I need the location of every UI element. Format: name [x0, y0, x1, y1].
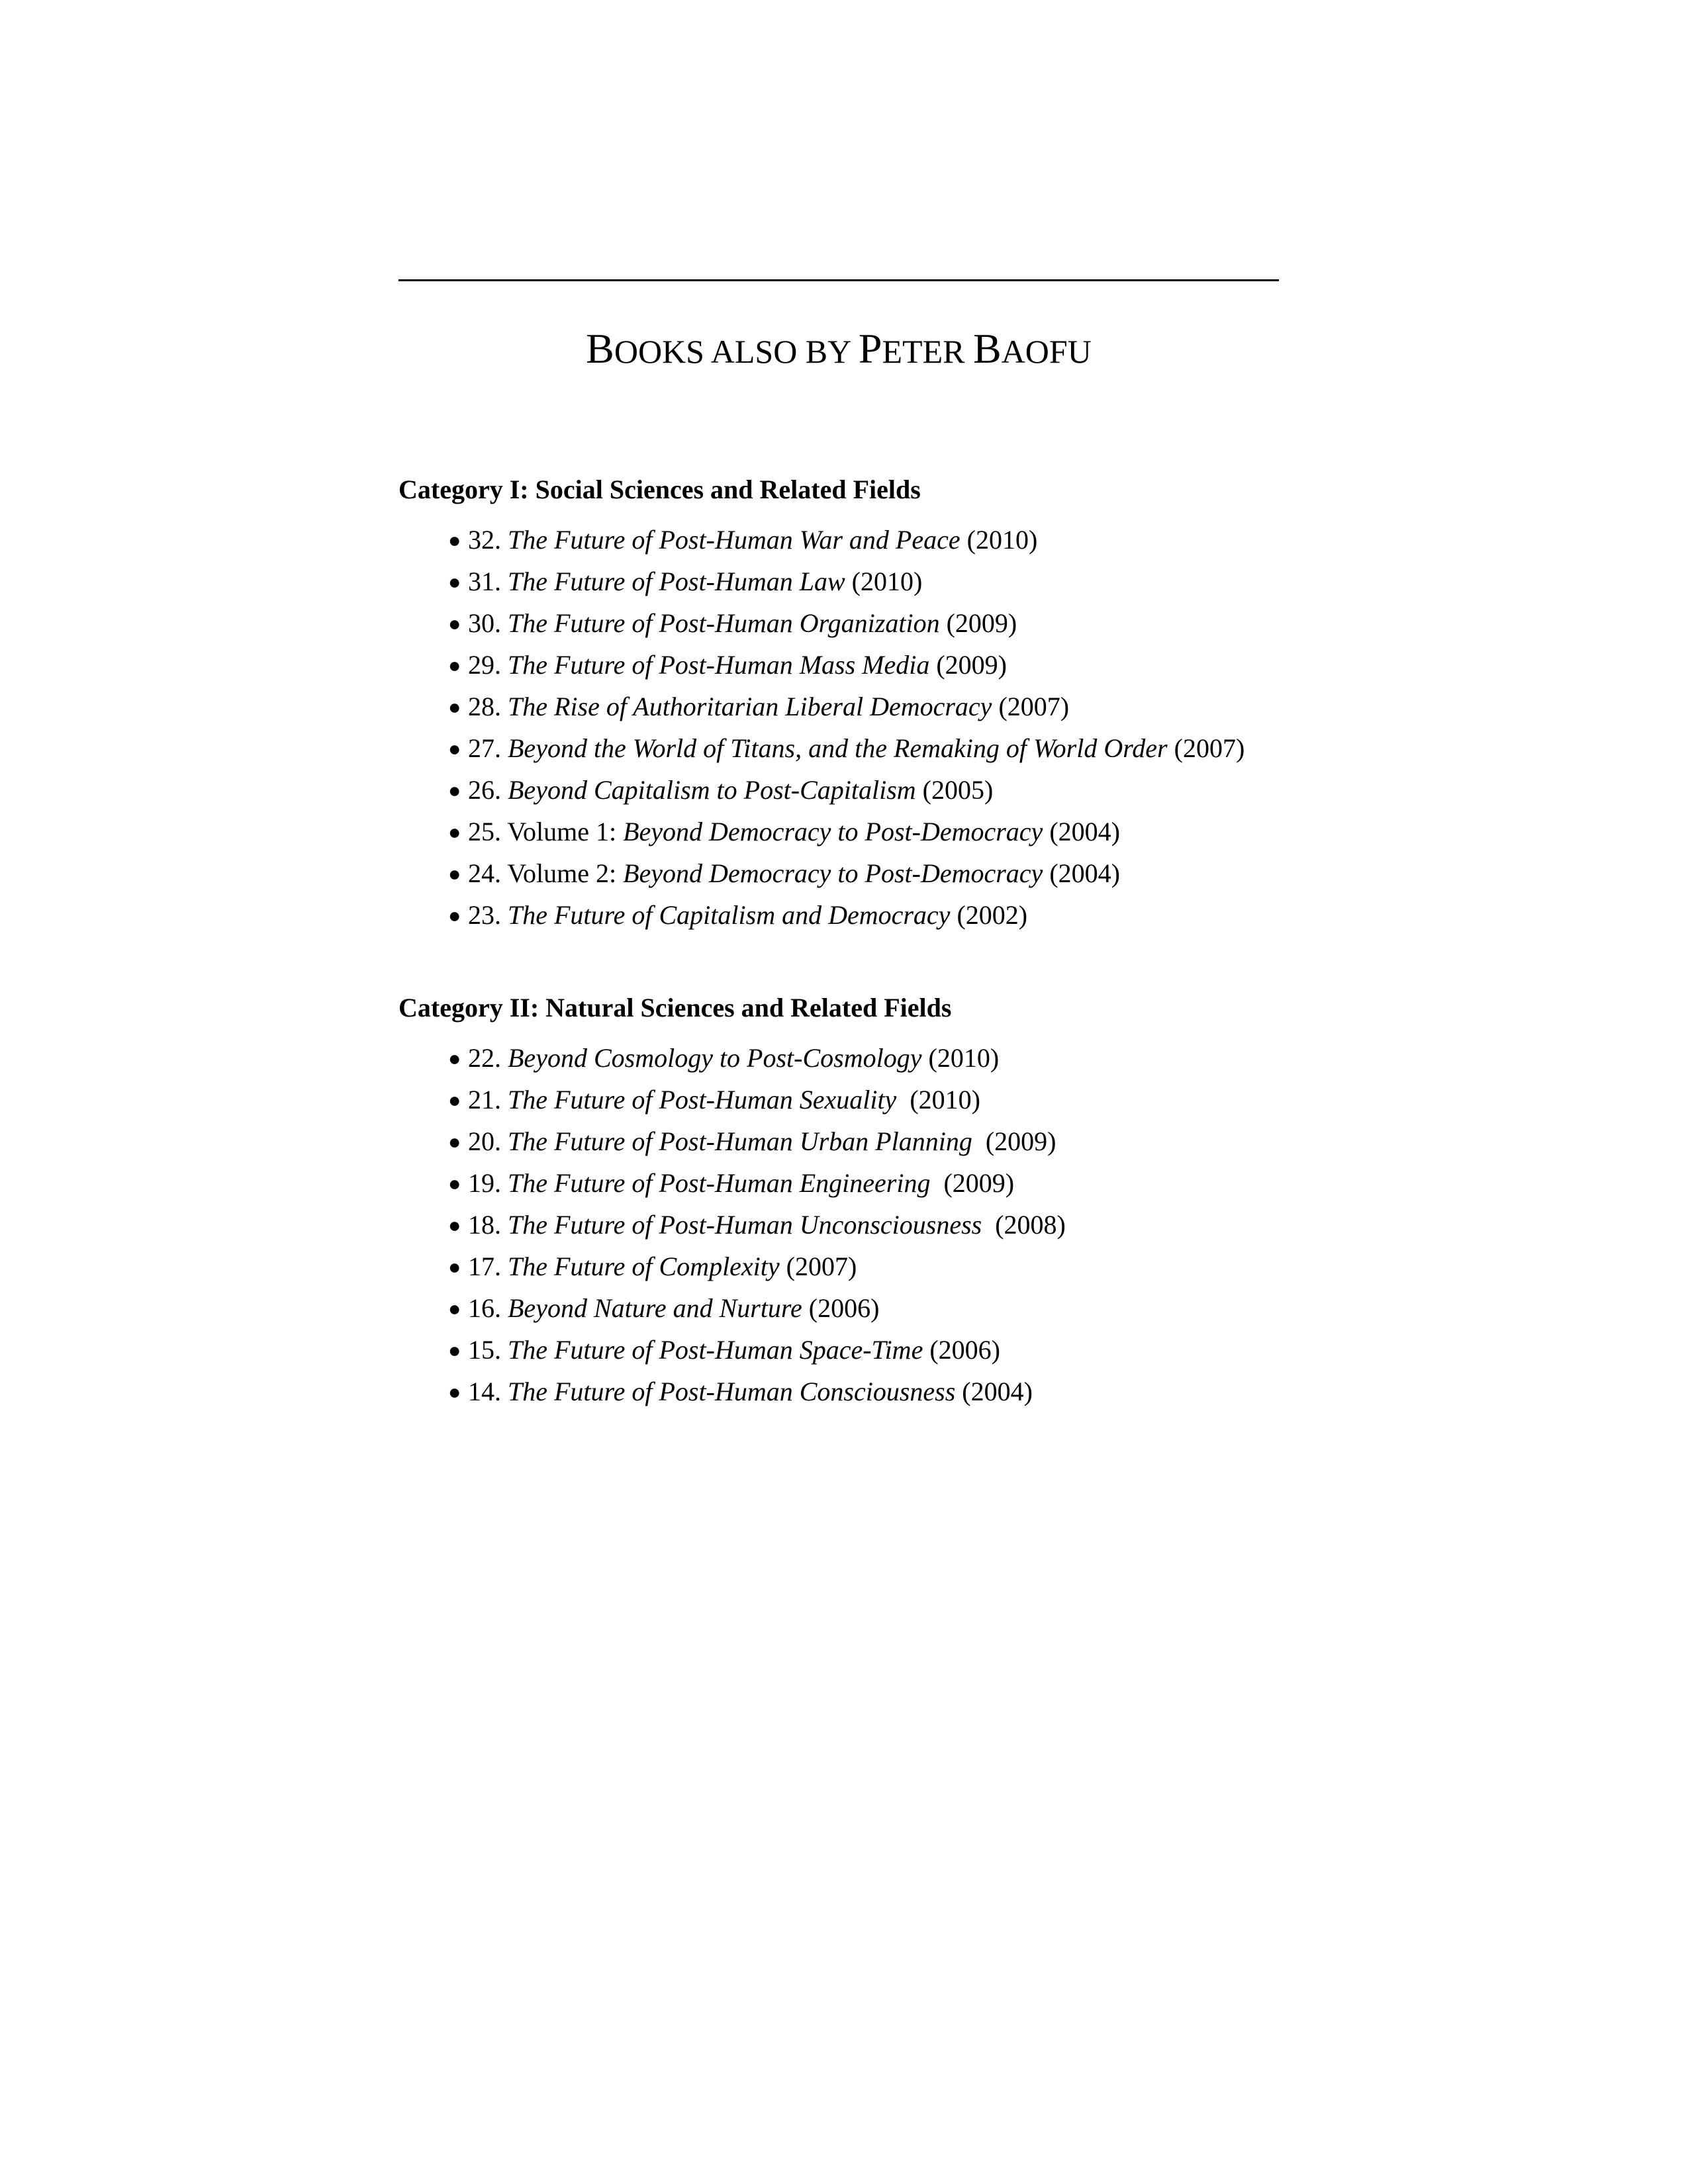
- book-title: The Future of Post-Human Consciousness: [508, 1377, 956, 1406]
- bullet-icon: ●: [448, 1213, 461, 1237]
- book-year: (2004): [1049, 817, 1120, 846]
- book-number: 30.: [468, 608, 501, 638]
- bullet-icon: ●: [448, 778, 461, 802]
- bullet-icon: ●: [448, 1380, 461, 1404]
- book-list-item: [448, 727, 1391, 769]
- book-number: 20.: [468, 1126, 501, 1156]
- book-list-item: [448, 1371, 1391, 1412]
- book-year: (2006): [808, 1293, 880, 1323]
- book-title: The Future of Post-Human War and Peace: [508, 525, 961, 555]
- title-part: ETER: [882, 333, 973, 370]
- bullet-icon: ●: [448, 1171, 461, 1195]
- book-title: The Future of Capitalism and Democracy: [508, 900, 951, 930]
- bullet-icon: ●: [448, 1338, 461, 1362]
- book-number: 29.: [468, 650, 501, 680]
- book-number: 21.: [468, 1085, 501, 1115]
- book-year: (2005): [922, 775, 994, 805]
- book-number: 25.: [468, 817, 501, 846]
- book-number: 14.: [468, 1377, 501, 1406]
- book-list-item: [448, 852, 1391, 894]
- book-number: 19.: [468, 1168, 501, 1198]
- book-list-item: [448, 561, 1391, 602]
- book-year: (2010): [928, 1043, 1000, 1073]
- book-year: (2009): [936, 650, 1007, 680]
- book-title: The Future of Post-Human Space-Time: [508, 1335, 923, 1365]
- book-year: (2007): [998, 692, 1070, 721]
- title-part: AOFU: [1001, 333, 1092, 370]
- bullet-icon: ●: [448, 1046, 461, 1070]
- book-year: (2009): [946, 608, 1017, 638]
- book-list-item: [448, 769, 1391, 811]
- book-title: Beyond Democracy to Post-Democracy: [623, 858, 1043, 888]
- title-part: OOKS ALSO BY: [614, 333, 859, 370]
- bullet-icon: ●: [448, 1130, 461, 1154]
- book-year: (2004): [962, 1377, 1033, 1406]
- book-title: Beyond Democracy to Post-Democracy: [623, 817, 1043, 846]
- book-title: Beyond Capitalism to Post-Capitalism: [508, 775, 916, 805]
- book-year: (2009): [937, 1168, 1015, 1198]
- book-year: (2010): [966, 525, 1038, 555]
- book-list-item: [448, 1204, 1391, 1246]
- book-title: The Rise of Authoritarian Liberal Democracy: [508, 692, 992, 721]
- book-title: The Future of Post-Human Law: [508, 567, 845, 596]
- book-year: (2009): [978, 1126, 1056, 1156]
- book-year: (2002): [957, 900, 1028, 930]
- book-title: The Future of Post-Human Engineering: [508, 1168, 931, 1198]
- book-volume-prefix: Volume 1:: [507, 817, 617, 846]
- book-title: The Future of Complexity: [508, 1251, 780, 1281]
- book-number: 16.: [468, 1293, 501, 1323]
- book-number: 26.: [468, 775, 501, 805]
- book-list-item: [448, 1120, 1391, 1162]
- book-list-item: [448, 519, 1391, 561]
- book-year: (2010): [851, 567, 923, 596]
- book-number: 24.: [468, 858, 501, 888]
- book-number: 15.: [468, 1335, 501, 1365]
- category-section-1: [399, 470, 1391, 936]
- book-list: [399, 1037, 1391, 1412]
- book-year: (2004): [1049, 858, 1120, 888]
- title-part: B: [972, 325, 1002, 372]
- book-title: The Future of Post-Human Organization: [508, 608, 940, 638]
- book-list-item: [448, 1246, 1391, 1287]
- book-number: 32.: [468, 525, 501, 555]
- bullet-icon: ●: [448, 612, 461, 635]
- book-number: 27.: [468, 733, 501, 763]
- book-year: (2007): [786, 1251, 857, 1281]
- title-part: B: [586, 325, 614, 372]
- book-title: The Future of Post-Human Mass Media: [508, 650, 930, 680]
- book-title: Beyond Cosmology to Post-Cosmology: [508, 1043, 922, 1073]
- book-title: Beyond the World of Titans, and the Remaking of World Order: [508, 733, 1168, 763]
- bullet-icon: ●: [448, 1297, 461, 1320]
- book-year: (2010): [903, 1085, 980, 1115]
- book-list-item: [448, 644, 1391, 686]
- bullet-icon: ●: [448, 528, 461, 552]
- book-list-item: [448, 1287, 1391, 1329]
- book-number: 17.: [468, 1251, 501, 1281]
- book-number: 22.: [468, 1043, 501, 1073]
- book-title: The Future of Post-Human Unconsciousness: [508, 1210, 982, 1240]
- category-heading: Category II: Natural Sciences and Related Fields: [399, 993, 952, 1023]
- book-list-item: [448, 1329, 1391, 1371]
- book-number: 28.: [468, 692, 501, 721]
- bullet-icon: ●: [448, 1255, 461, 1279]
- bullet-icon: ●: [448, 653, 461, 677]
- book-number: 18.: [468, 1210, 501, 1240]
- bullet-icon: ●: [448, 570, 461, 594]
- book-year: (2007): [1174, 733, 1245, 763]
- top-rule-divider: [399, 279, 1279, 281]
- book-title: The Future of Post-Human Sexuality: [508, 1085, 897, 1115]
- bullet-icon: ●: [448, 820, 461, 844]
- book-list-item: [448, 602, 1391, 644]
- title-part: P: [858, 325, 882, 372]
- book-title: Beyond Nature and Nurture: [508, 1293, 802, 1323]
- page-title: [399, 319, 1279, 381]
- bullet-icon: ●: [448, 862, 461, 886]
- book-list: [399, 519, 1391, 936]
- book-list-item: [448, 1162, 1391, 1204]
- book-list-item: [448, 1037, 1391, 1079]
- book-year: (2006): [929, 1335, 1000, 1365]
- book-year: (2008): [988, 1210, 1066, 1240]
- category-heading: Category I: Social Sciences and Related Fields: [399, 475, 921, 504]
- book-list-item: [448, 686, 1391, 727]
- bullet-icon: ●: [448, 1088, 461, 1112]
- book-volume-prefix: Volume 2:: [507, 858, 617, 888]
- bullet-icon: ●: [448, 737, 461, 760]
- bullet-icon: ●: [448, 903, 461, 927]
- category-section-2: [399, 988, 1391, 1412]
- book-list-item: [448, 894, 1391, 936]
- book-list-item: [448, 811, 1391, 852]
- book-list-item: [448, 1079, 1391, 1120]
- book-number: 23.: [468, 900, 501, 930]
- bullet-icon: ●: [448, 695, 461, 719]
- book-title: The Future of Post-Human Urban Planning: [508, 1126, 972, 1156]
- book-number: 31.: [468, 567, 501, 596]
